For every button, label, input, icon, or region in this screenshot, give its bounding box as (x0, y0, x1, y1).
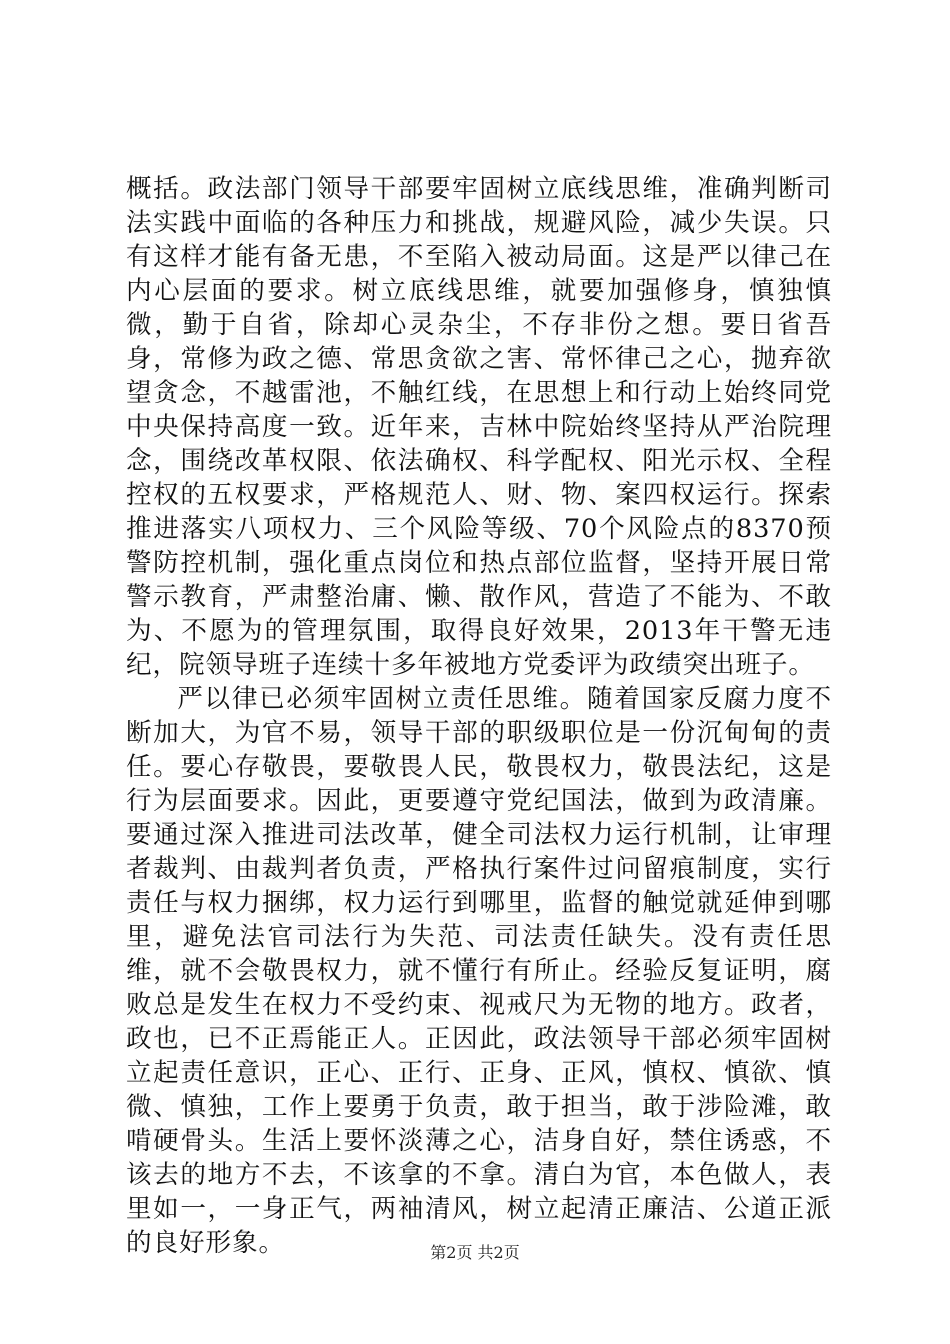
paragraph-2: 严以律已必须牢固树立责任思维。随着国家反腐力度不断加大，为官不易，领导干部的职级职位是一份沉甸甸的责任。要心存敬畏，要敬畏人民，敬畏权力，敬畏法纪，这是行为层面要求。因此，更要遵守党纪国法，做到为政清廉。要通过深入推进司法改革，健全司法权力运行机制，让审理者裁判、由裁判者负责，严格执行案件过问留痕制度，实行责任与权力捆绑，权力运行到哪里，监督的触觉就延伸到哪里，避免法官司法行为失范、司法责任缺失。没有责任思维，就不会敬畏权力，就不懂行有所止。经验反复证明，腐败总是发生在权力不受约束、视戒尺为无物的地方。政者，政也，已不正焉能正人。正因此，政法领导干部必须牢固树立起责任意识，正心、正行、正身、正风，慎权、慎欲、慎微、慎独，工作上要勇于负责，敢于担当，敢于涉险滩，敢啃硬骨头。生活上要怀淡薄之心，洁身自好，禁住诱惑，不该去的地方不去，不该拿的不拿。清白为官，本色做人，表里如一，一身正气，两袖清风，树立起清正廉洁、公道正派的良好形象。 (126, 684, 832, 1258)
page-footer (0, 1243, 950, 1263)
paragraph-1: 概括。政法部门领导干部要牢固树立底线思维，准确判断司法实践中面临的各种压力和挑战，规避风险，减少失误。只有这样才能有备无患，不至陷入被动局面。这是严以律己在内心层面的要求。树立底线思维，就要加强修身，慎独慎微，勤于自省，除却心灵杂尘，不存非份之想。要日省吾身，常修为政之德、常思贪欲之害、常怀律己之心，抛弃欲望贪念，不越雷池，不触红线，在思想上和行动上始终同党中央保持高度一致。近年来，吉林中院始终坚持从严治院理念，围绕改革权限、依法确权、科学配权、阳光示权、全程控权的五权要求，严格规范人、财、物、案四权运行。探索推进落实八项权力、三个风险等级、70个风险点的8370预警防控机制，强化重点岗位和热点部位监督，坚持开展日常警示教育，严肃整治庸、懒、散作风，营造了不能为、不敢为、不愿为的管理氛围，取得良好效果，2013年干警无违纪，院领导班子连续十多年被地方党委评为政绩突出班子。 (126, 174, 832, 680)
document-body (126, 172, 832, 1260)
page-indicator: 第2页 共2页 (430, 1243, 520, 1262)
